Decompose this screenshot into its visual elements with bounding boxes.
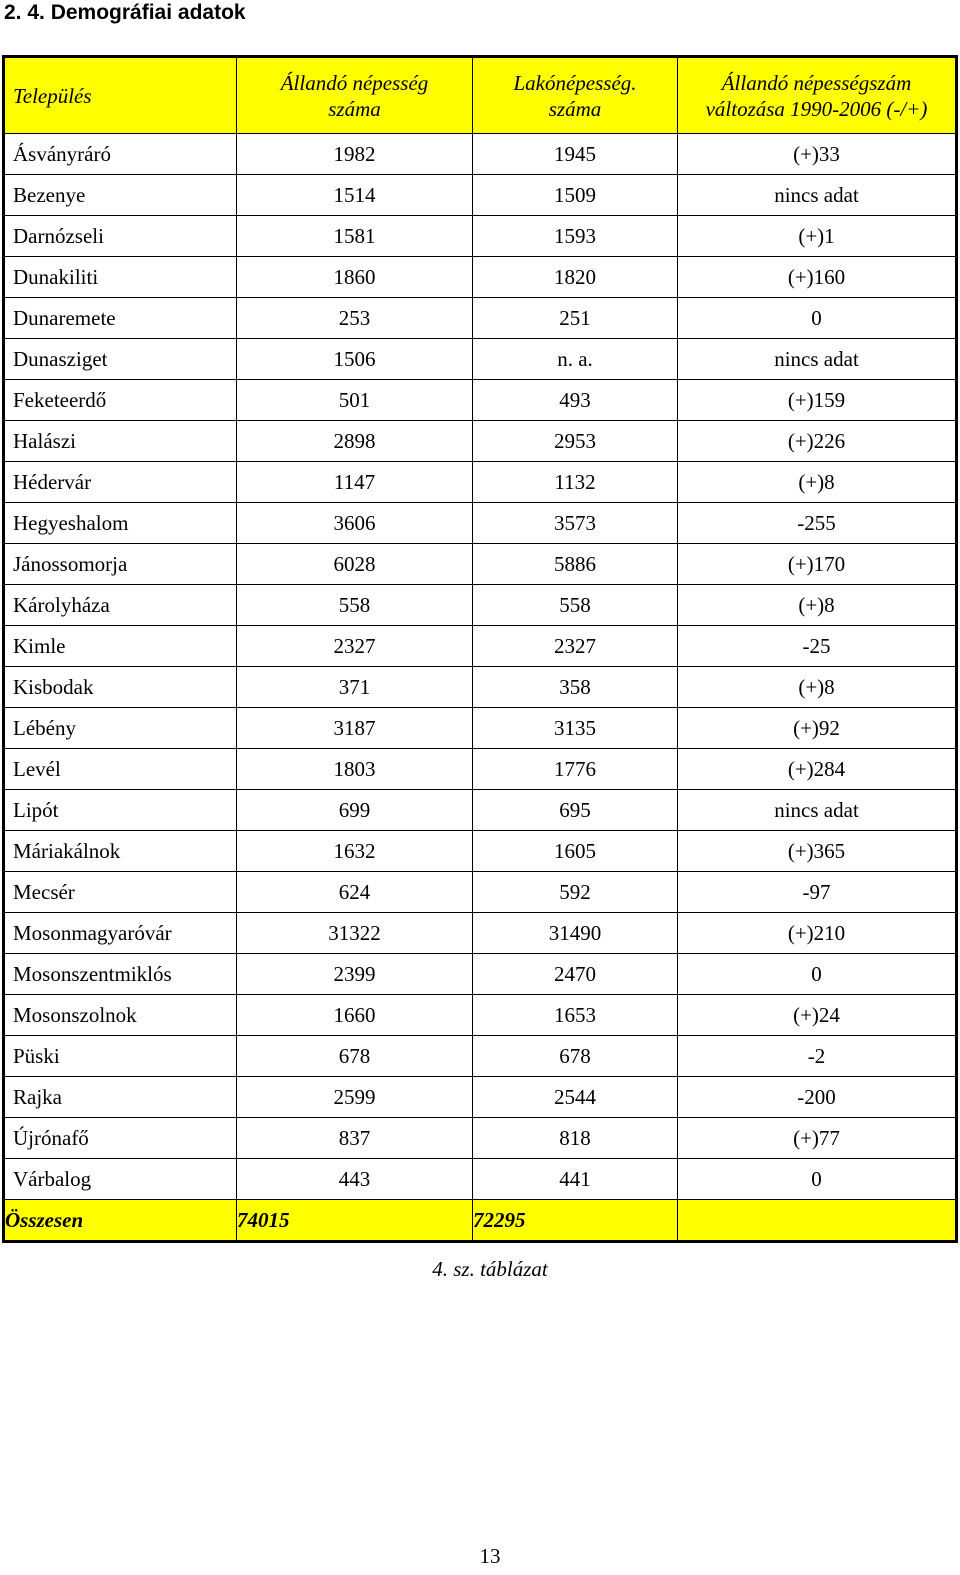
cell-settlement: Jánossomorja [4,544,237,585]
cell-settlement: Darnózseli [4,216,237,257]
cell-resident: 3573 [473,503,678,544]
cell-permanent: 31322 [237,913,473,954]
cell-permanent: 2898 [237,421,473,462]
cell-change: 0 [678,1159,957,1200]
cell-resident: 251 [473,298,678,339]
cell-permanent: 6028 [237,544,473,585]
table-row [4,954,957,995]
cell-resident: 592 [473,872,678,913]
demographics-table [2,55,958,1243]
table-row [4,995,957,1036]
cell-settlement: Püski [4,1036,237,1077]
cell-change: 0 [678,954,957,995]
cell-settlement: Hegyeshalom [4,503,237,544]
cell-permanent: 1506 [237,339,473,380]
table-row [4,544,957,585]
cell-change: -2 [678,1036,957,1077]
cell-resident: 558 [473,585,678,626]
cell-resident: 678 [473,1036,678,1077]
header-permanent-line1: Állandó népesség [280,70,429,95]
cell-settlement: Várbalog [4,1159,237,1200]
total-change [678,1200,957,1242]
cell-change: nincs adat [678,790,957,831]
cell-resident: 2544 [473,1077,678,1118]
cell-resident: 1509 [473,175,678,216]
header-population-change [678,57,957,134]
cell-resident: n. a. [473,339,678,380]
table-row [4,749,957,790]
cell-change: (+)24 [678,995,957,1036]
table-row [4,175,957,216]
cell-change: (+)170 [678,544,957,585]
cell-resident: 31490 [473,913,678,954]
cell-permanent: 3187 [237,708,473,749]
cell-change: (+)33 [678,134,957,175]
table-row [4,831,957,872]
cell-permanent: 1581 [237,216,473,257]
cell-settlement: Kimle [4,626,237,667]
cell-resident: 1593 [473,216,678,257]
table-row [4,216,957,257]
header-resident-population [473,57,678,134]
table-row [4,708,957,749]
table-row [4,790,957,831]
cell-resident: 695 [473,790,678,831]
table-row [4,1077,957,1118]
cell-settlement: Mosonszolnok [4,995,237,1036]
cell-settlement: Dunasziget [4,339,237,380]
total-row [4,1200,957,1242]
cell-change: (+)210 [678,913,957,954]
table-row [4,913,957,954]
cell-permanent: 1860 [237,257,473,298]
header-permanent-population [237,57,473,134]
table-caption: 4. sz. táblázat [432,1257,548,1281]
cell-change: (+)284 [678,749,957,790]
cell-permanent: 253 [237,298,473,339]
header-settlement: Település [4,57,237,134]
section-heading: 2. 4. Demográfiai adatok [4,1,246,24]
table-row [4,667,957,708]
table-row [4,380,957,421]
cell-resident: 1605 [473,831,678,872]
cell-permanent: 2599 [237,1077,473,1118]
cell-settlement: Mosonszentmiklós [4,954,237,995]
cell-settlement: Kisbodak [4,667,237,708]
cell-resident: 1820 [473,257,678,298]
cell-permanent: 1660 [237,995,473,1036]
cell-change: (+)8 [678,585,957,626]
cell-permanent: 1803 [237,749,473,790]
cell-permanent: 371 [237,667,473,708]
cell-resident: 1945 [473,134,678,175]
cell-change: -200 [678,1077,957,1118]
cell-permanent: 837 [237,1118,473,1159]
cell-change: (+)77 [678,1118,957,1159]
table-row [4,585,957,626]
cell-settlement: Feketeerdő [4,380,237,421]
cell-change: -255 [678,503,957,544]
cell-resident: 3135 [473,708,678,749]
cell-permanent: 2327 [237,626,473,667]
cell-permanent: 624 [237,872,473,913]
cell-change: (+)365 [678,831,957,872]
cell-settlement: Károlyháza [4,585,237,626]
cell-resident: 5886 [473,544,678,585]
cell-settlement: Máriakálnok [4,831,237,872]
table-row [4,421,957,462]
cell-settlement: Halászi [4,421,237,462]
cell-change: (+)226 [678,421,957,462]
cell-resident: 358 [473,667,678,708]
cell-change: 0 [678,298,957,339]
cell-resident: 818 [473,1118,678,1159]
table-row [4,257,957,298]
cell-permanent: 443 [237,1159,473,1200]
cell-change: (+)8 [678,462,957,503]
cell-permanent: 501 [237,380,473,421]
cell-settlement: Hédervár [4,462,237,503]
cell-change: (+)159 [678,380,957,421]
cell-settlement: Mecsér [4,872,237,913]
total-label: Összesen [4,1200,237,1242]
cell-settlement: Levél [4,749,237,790]
cell-permanent: 1147 [237,462,473,503]
cell-settlement: Dunakiliti [4,257,237,298]
header-resident-line2: száma [548,96,602,121]
cell-resident: 1132 [473,462,678,503]
table-header-row [4,57,957,134]
cell-change: nincs adat [678,175,957,216]
header-permanent-line2: száma [328,96,381,121]
cell-change: -25 [678,626,957,667]
cell-permanent: 1982 [237,134,473,175]
cell-settlement: Bezenye [4,175,237,216]
table-row [4,339,957,380]
header-change-line2: változása 1990-2006 (-/+) [705,96,928,121]
cell-permanent: 3606 [237,503,473,544]
cell-settlement: Ásványráró [4,134,237,175]
table-row [4,462,957,503]
cell-permanent: 558 [237,585,473,626]
page-number: 13 [479,1544,501,1568]
header-change-line1: Állandó népességszám [721,70,912,95]
cell-permanent: 699 [237,790,473,831]
cell-settlement: Lébény [4,708,237,749]
table-row [4,872,957,913]
total-permanent: 74015 [237,1200,473,1242]
cell-permanent: 2399 [237,954,473,995]
cell-settlement: Dunaremete [4,298,237,339]
table-row [4,626,957,667]
total-resident: 72295 [473,1200,678,1242]
cell-change: -97 [678,872,957,913]
cell-permanent: 1514 [237,175,473,216]
table-row [4,1118,957,1159]
cell-resident: 441 [473,1159,678,1200]
cell-resident: 2327 [473,626,678,667]
header-resident-line1: Lakónépesség. [513,70,637,95]
cell-settlement: Rajka [4,1077,237,1118]
table-row [4,298,957,339]
cell-change: (+)92 [678,708,957,749]
table-row [4,1159,957,1200]
cell-resident: 493 [473,380,678,421]
cell-resident: 1776 [473,749,678,790]
table-row [4,1036,957,1077]
cell-change: nincs adat [678,339,957,380]
cell-resident: 2953 [473,421,678,462]
cell-settlement: Lipót [4,790,237,831]
cell-change: (+)1 [678,216,957,257]
cell-resident: 1653 [473,995,678,1036]
cell-permanent: 678 [237,1036,473,1077]
table-row [4,503,957,544]
cell-resident: 2470 [473,954,678,995]
cell-change: (+)160 [678,257,957,298]
cell-change: (+)8 [678,667,957,708]
cell-permanent: 1632 [237,831,473,872]
cell-settlement: Újrónafő [4,1118,237,1159]
cell-settlement: Mosonmagyaróvár [4,913,237,954]
table-row [4,134,957,175]
